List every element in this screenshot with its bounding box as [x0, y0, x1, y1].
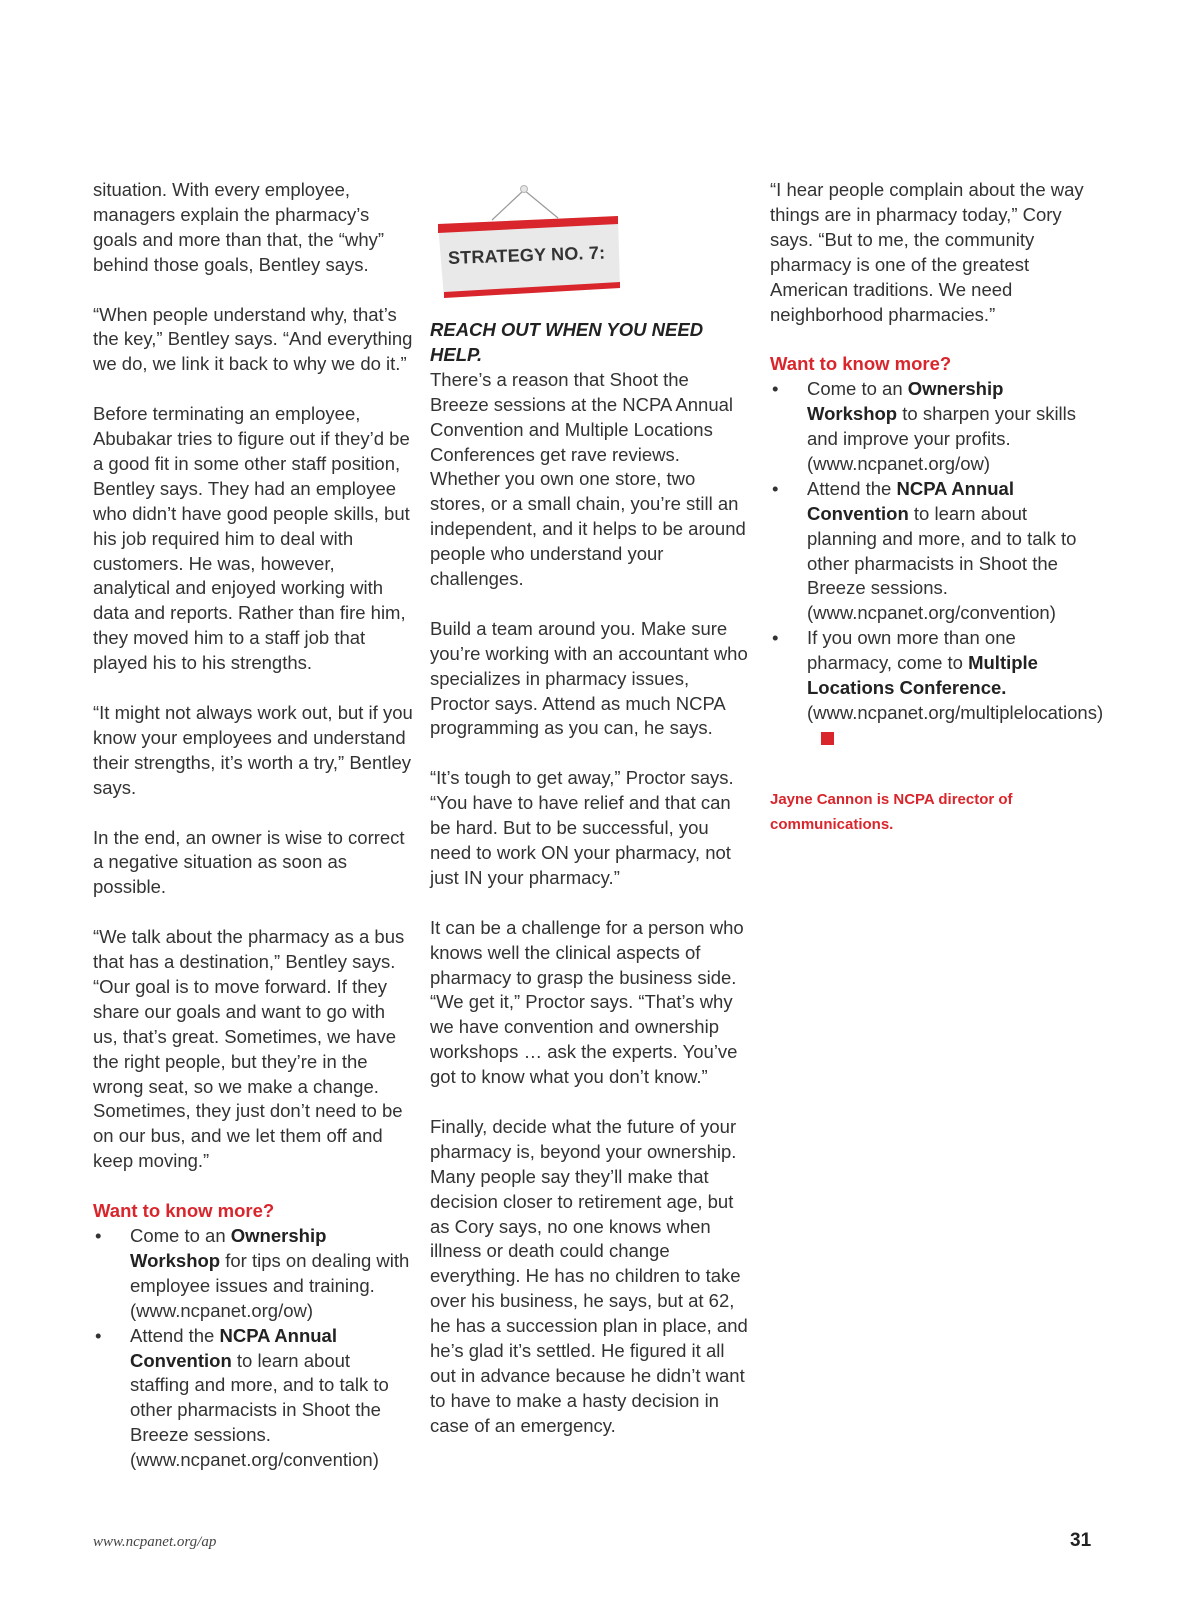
column-right — [770, 178, 1104, 837]
list-item-text: If you own more than one pharmacy, come to — [807, 627, 1016, 674]
paragraph: There’s a reason that Shoot the Breeze sessions at the NCPA Annual Convention and Multiple Locations Conferences get rave reviews. Whether you own one store, two stores, or a small chain, you’re still an independent, and it helps to be around people who understand your challenges. — [430, 368, 746, 590]
list-item-bold: Ownership Workshop — [807, 378, 1004, 425]
list-item-text: (www.ncpanet.org/multiplelocations) — [807, 702, 1104, 724]
list-item-bold: Ownership Workshop — [130, 1224, 327, 1271]
list-item — [770, 477, 1090, 626]
paragraph: situation. With every employee, managers explain the pharmacy’s goals and more than that, the “why” behind those goals, Bentley says. — [93, 179, 385, 275]
paragraph: In the end, an owner is wise to correct a negative situation as soon as possible. — [93, 826, 405, 898]
list-item — [93, 1324, 413, 1473]
want-to-know-more-heading: Want to know more? — [770, 353, 952, 375]
paragraph: Before terminating an employee, Abubakar tries to figure out if they’d be a good fit in some other staff position, Bentley says. They had an employee who didn’t have good people skills, but his job required him to deal with customers. He was, however, analytical and enjoyed working with data and reports. Rather than fire him, they moved him to a staff job that played his to his strengths. — [93, 403, 410, 674]
paragraph: “It might not always work out, but if you know your employees and understand their strengths, it’s worth a try,” Bentley says. — [93, 701, 413, 798]
list-item-text: Attend the — [130, 1324, 220, 1346]
bullet-icon: • — [772, 378, 779, 400]
resource-list — [770, 377, 1104, 751]
column-left — [93, 178, 413, 1473]
list-item-text: to learn about staffing and more, and to talk to other pharmacists in Shoot the Breeze sessions. (www.ncpanet.org/convention) — [130, 1349, 389, 1471]
author-credit: Jayne Cannon is NCPA director of communications. — [770, 790, 1013, 833]
paragraph: “We talk about the pharmacy as a bus that has a destination,” Bentley says. “Our goal is to move forward. If they share our goals and want to go with us, that’s great. Sometimes, we have the right people, but they’re in the wrong seat, so we make a change. Sometimes, they just don’t need to be on our bus, and we let them off and keep moving.” — [93, 926, 405, 1172]
list-item-bold: Multiple Locations Conference. — [807, 652, 1038, 699]
paragraph: “When people understand why, that’s the key,” Bentley says. “And everything we do, we link it back to why we do it.” — [93, 303, 413, 375]
strategy-label: STRATEGY NO. 7: — [447, 242, 606, 268]
resource-list — [93, 1224, 413, 1473]
list-item-bold: NCPA Annual Convention — [807, 477, 1014, 524]
bullet-icon: • — [772, 627, 779, 649]
paragraph: “It’s tough to get away,” Proctor says. “You have to have relief and that can be hard. But to be successful, you need to work ON your pharmacy, not just IN your pharmacy.” — [430, 767, 734, 888]
bullet-icon: • — [95, 1224, 102, 1246]
list-item — [770, 377, 1090, 477]
bullet-icon: • — [95, 1324, 102, 1346]
strategy-sign — [430, 178, 748, 318]
page-number: 31 — [1070, 1530, 1092, 1551]
end-of-article-icon — [821, 732, 834, 745]
paragraph: Build a team around you. Make sure you’re working with an accountant who specializes in pharmacy issues, Proctor says. Attend as much NCPA programming as you can, he says. — [430, 617, 748, 739]
list-item — [770, 626, 1104, 751]
list-item-text: to learn about planning and more, and to talk to other pharmacists in Shoot the Breeze sessions. (www.ncpanet.org/convention) — [807, 502, 1077, 624]
strategy-title: REACH OUT WHEN YOU NEED HELP. — [430, 319, 704, 365]
list-item-text: Come to an — [807, 378, 908, 400]
list-item-text: Attend the — [807, 477, 897, 499]
footer-url: www.ncpanet.org/ap — [93, 1534, 217, 1550]
list-item-text: for tips on dealing with employee issues and training. (www.ncpanet.org/ow) — [130, 1249, 410, 1321]
list-item — [93, 1224, 413, 1324]
want-to-know-more-heading: Want to know more? — [93, 1200, 275, 1222]
paragraph: Finally, decide what the future of your pharmacy is, beyond your ownership. Many people say they’ll make that decision closer to retirement age, but as Cory says, no one knows when illness or death could change everything. He has no children to take over his business, he says, but at 62, he has a succession plan in place, and he’s glad it’s settled. He figured it all out in advance because he didn’t want to have to make a hasty decision in case of an emergency. — [430, 1115, 748, 1436]
column-middle — [430, 178, 748, 1464]
list-item-text: Come to an — [130, 1224, 231, 1246]
list-item-bold: NCPA Annual Convention — [130, 1324, 337, 1371]
paragraph: It can be a challenge for a person who knows well the clinical aspects of pharmacy to grasp the business side. “We get it,” Proctor says. “That’s why we have convention and ownership workshops … ask the experts. You’ve got to know what you don’t know.” — [430, 916, 744, 1088]
list-item-text: to sharpen your skills and improve your profits. (www.ncpanet.org/ow) — [807, 403, 1077, 474]
paragraph: “I hear people complain about the way things are in pharmacy today,” Cory says. “But to me, the community pharmacy is one of the greatest American traditions. We need neighborhood pharmacies.” — [770, 179, 1084, 325]
bullet-icon: • — [772, 477, 779, 499]
